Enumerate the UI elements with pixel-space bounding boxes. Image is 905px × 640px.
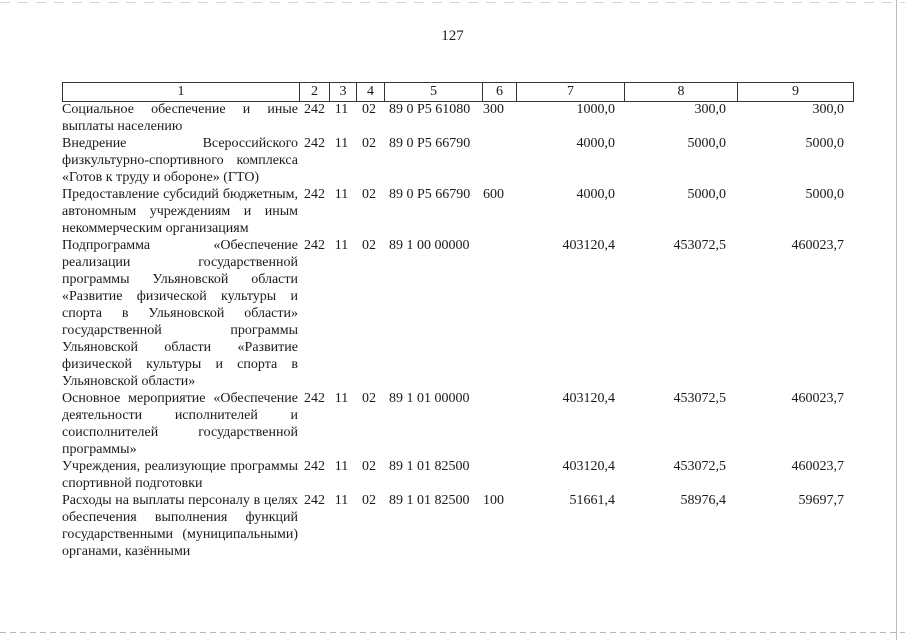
row-col-7: 51661,4 [569,493,615,508]
row-col-9: 460023,7 [791,459,844,474]
row-col-2: 242 [304,391,325,406]
row-name: Учреждения, реализующие программы спортивной подготовки [62,459,298,491]
row-col-9: 5000,0 [805,187,844,202]
table-row [62,135,852,186]
row-name: Расходы на выплаты персоналу в целях обеспечения выполнения функций государственными (муниципальными) органами, казёнными [62,493,298,559]
row-col-6: 100 [483,493,504,508]
header-col-6: 6 [482,83,516,101]
row-col-4: 02 [362,187,376,202]
row-col-8: 5000,0 [687,187,726,202]
row-col-3: 11 [334,102,349,117]
row-col-3: 11 [334,493,349,508]
row-col-8: 300,0 [694,102,726,117]
row-col-3: 11 [334,136,349,151]
row-col-5: 89 1 01 82500 [389,493,470,508]
row-col-9: 300,0 [812,102,844,117]
row-col-2: 242 [304,136,325,151]
table-row [62,390,852,458]
row-col-9: 460023,7 [791,391,844,406]
row-col-4: 02 [362,493,376,508]
row-col-2: 242 [304,459,325,474]
header-col-7: 7 [516,83,624,101]
row-col-2: 242 [304,238,325,253]
row-col-6: 300 [483,102,504,117]
row-col-5: 89 0 P5 66790 [389,187,471,202]
row-col-3: 11 [334,391,349,406]
row-col-7: 4000,0 [576,136,615,151]
row-col-6 [481,458,515,492]
row-col-4: 02 [362,136,376,151]
header-col-2: 2 [299,83,329,101]
row-col-7: 403120,4 [562,238,615,253]
row-col-5: 89 0 P5 66790 [389,136,471,151]
row-col-3: 11 [334,459,349,474]
row-col-5: 89 1 01 00000 [389,391,470,406]
row-col-9: 59697,7 [798,493,844,508]
row-col-4: 02 [362,459,376,474]
row-col-4: 02 [362,102,376,117]
row-col-6 [481,237,515,390]
row-col-6 [481,135,515,186]
row-col-7: 4000,0 [576,187,615,202]
header-col-3: 3 [329,83,356,101]
table-body [62,101,852,560]
row-col-8: 58976,4 [680,493,726,508]
row-col-3: 11 [334,238,349,253]
table-row [62,186,852,237]
row-col-7: 1000,0 [576,102,615,117]
row-name: Внедрение Всероссийского физкультурно-спортивного комплекса «Готов к труду и обороне» (ГТО) [62,136,298,185]
header-col-4: 4 [356,83,384,101]
row-col-5: 89 0 P5 61080 [389,102,471,117]
row-col-2: 242 [304,102,325,117]
row-col-7: 403120,4 [562,459,615,474]
table-row [62,458,852,492]
row-col-9: 5000,0 [805,136,844,151]
row-col-2: 242 [304,187,325,202]
row-col-8: 453072,5 [673,238,726,253]
page-number: 127 [441,28,464,44]
row-col-7: 403120,4 [562,391,615,406]
header-col-5: 5 [384,83,482,101]
row-col-9: 460023,7 [791,238,844,253]
row-name: Предоставление субсидий бюджетным, автономным учреждениям и иным некоммерческим организациям [62,187,298,236]
row-col-5: 89 1 00 00000 [389,238,470,253]
row-col-3: 11 [334,187,349,202]
table-row [62,101,852,135]
row-name: Основное мероприятие «Обеспечение деятельности исполнителей и соисполнителей государственной программы» [62,391,298,457]
header-col-1: 1 [177,84,185,99]
header-col-8: 8 [624,83,737,101]
row-col-2: 242 [304,493,325,508]
row-col-6: 600 [483,187,504,202]
row-col-8: 5000,0 [687,136,726,151]
row-name: Подпрограмма «Обеспечение реализации государственной программы Ульяновской области «Развитие физической культуры и спорта в Ульяновской области» государственной программы Ульяновской области «Развитие физической культуры и спорта в Ульяновской области» [62,238,298,389]
row-col-8: 453072,5 [673,391,726,406]
row-col-5: 89 1 01 82500 [389,459,470,474]
row-col-8: 453072,5 [673,459,726,474]
scan-edge-right [896,0,897,640]
table-row [62,237,852,390]
row-col-6 [481,390,515,458]
table-header-row [62,82,854,102]
scan-edge-top [0,2,905,3]
scan-edge-bottom [0,632,905,633]
row-col-4: 02 [362,238,376,253]
row-col-4: 02 [362,391,376,406]
table-row [62,492,852,560]
row-name: Социальное обеспечение и иные выплаты населению [62,102,298,134]
header-col-9: 9 [737,83,853,101]
